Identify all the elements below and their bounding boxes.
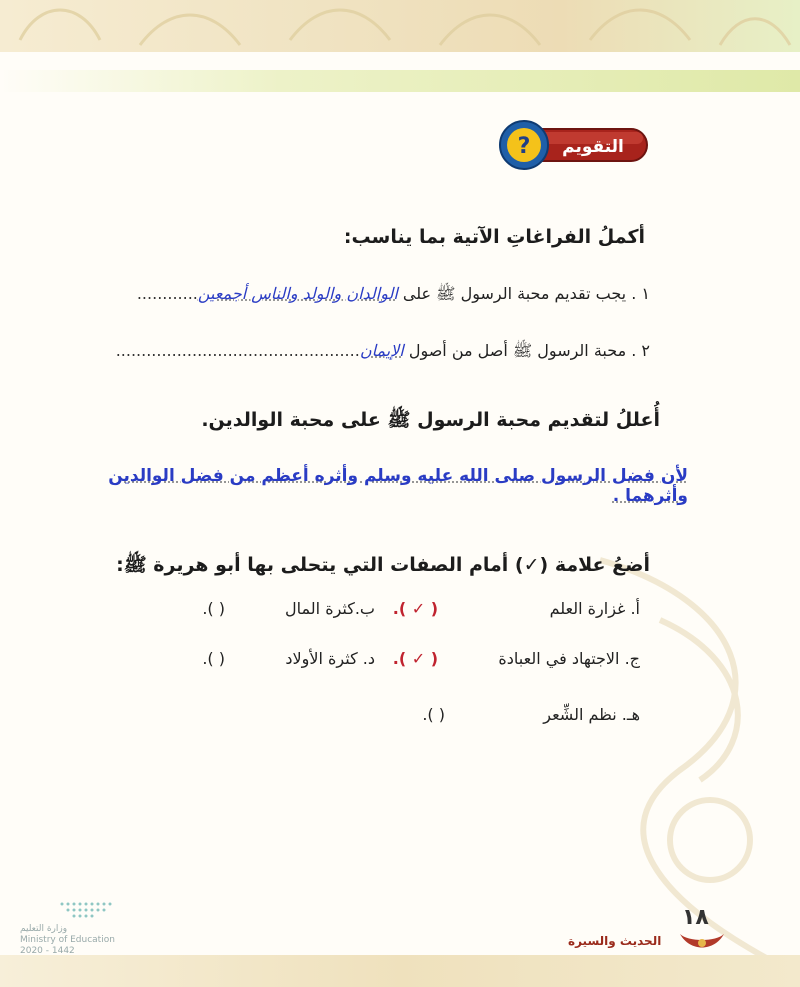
badge-label: التقويم [562, 137, 624, 157]
evaluation-badge [497, 119, 651, 171]
ministry-logo [20, 900, 130, 956]
ministry-dots-icon [20, 900, 130, 920]
section2-title: أُعللُ لتقديم محبة الرسول ﷺ على محبة الوالدين. [201, 409, 660, 431]
option-e-mark[interactable]: ( ). [422, 705, 445, 724]
page-number: ١٨ [682, 905, 709, 930]
ministry-name: وزارة التعليم [20, 924, 68, 934]
svg-text:?: ? [517, 134, 531, 159]
option-a-mark[interactable]: ( ✓ ). [392, 599, 438, 618]
section2-answer[interactable]: لأن فضل الرسول صلى الله عليه وسلم وأثره أعظم من فضل الوالدين وأثرهما . [108, 466, 688, 506]
option-d: د. كثرة الأولاد [285, 649, 375, 668]
item-answer[interactable]: الإيمان [359, 341, 404, 360]
option-e: هـ. نظم الشِّعر [543, 705, 640, 724]
page-ornament-icon [676, 928, 728, 954]
top-decorative-band [0, 0, 800, 52]
item-dots: ................................................ [115, 341, 360, 360]
section3-title: أضعُ علامة (✓) أمام الصفات التي يتحلى بها أبو هريرة ﷺ: [116, 554, 650, 576]
option-a: أ. غزارة العلم [549, 599, 640, 618]
option-d-mark[interactable]: ( ). [202, 649, 225, 668]
item-dots: ............ [136, 284, 198, 303]
fill-item-2 [20, 341, 650, 364]
section1-title: أكملُ الفراغاتِ الآتية بما يناسب: [343, 226, 645, 248]
fill-item-1 [20, 284, 650, 307]
item-number: ٢ . [631, 341, 650, 360]
item-number: ١ . [631, 284, 650, 303]
item-text: يجب تقديم محبة الرسول ﷺ على [402, 284, 627, 303]
option-c-mark[interactable]: ( ✓ ). [392, 649, 438, 668]
ornament-pattern [0, 0, 800, 52]
ministry-name-en: Ministry of Education [20, 934, 115, 945]
option-b-mark[interactable]: ( ). [202, 599, 225, 618]
option-b: ب.كثرة المال [285, 599, 375, 618]
ministry-years: 2020 - 1442 [20, 945, 75, 956]
bottom-decorative-band [0, 955, 800, 987]
header-strip [0, 70, 800, 92]
subject-title: الحديث والسيرة [568, 934, 662, 948]
item-answer[interactable]: الوالدان والولد والناس أجمعين [197, 284, 398, 303]
option-c: ج. الاجتهاد في العبادة [498, 649, 640, 668]
item-text: محبة الرسول ﷺ أصل من أصول [408, 341, 627, 360]
